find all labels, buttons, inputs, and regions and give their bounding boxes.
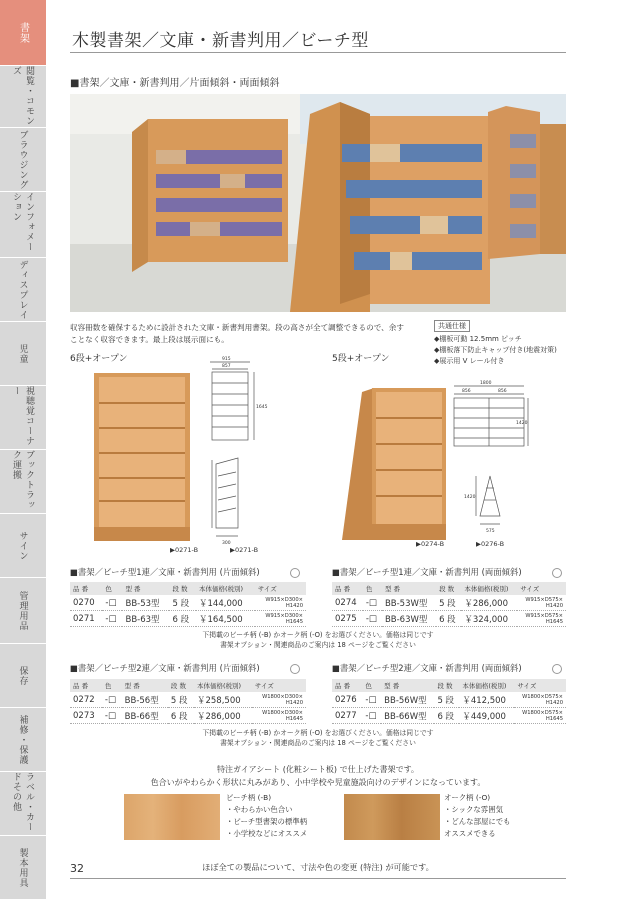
sidebar-item-booktruck[interactable]	[0, 450, 46, 514]
sidebar-item-jido[interactable]	[0, 322, 46, 386]
sidebar-item-label-card[interactable]	[0, 772, 46, 836]
model-number: BB-53W型	[382, 595, 436, 611]
color-code: -□	[102, 708, 122, 724]
col-header: 段 数	[169, 582, 196, 595]
size: W915×D575× H1420	[517, 595, 566, 611]
note-line: 書架オプション・関連商品のご案内は 18 ページをご覧ください	[220, 641, 416, 649]
note-line: 下掲載のビーチ柄 (-B) かオーク柄 (-O) をお選びください。価格は同じです	[202, 631, 434, 639]
footer-note: ほぼ全ての製品について、寸法や色の変更 (特注) が可能です。	[202, 862, 434, 872]
col-header: サイズ	[517, 582, 566, 595]
col-header: 品 番	[332, 582, 363, 595]
refresh-icon	[552, 664, 562, 674]
price: ￥144,000	[196, 595, 255, 611]
sidebar-item-kanri[interactable]	[0, 578, 46, 644]
product-table	[332, 582, 566, 627]
col-header: 本体価格(税別)	[196, 582, 255, 595]
col-header: 段 数	[434, 679, 459, 692]
sidebar-item-label: ディスプレイ	[17, 259, 28, 320]
col-header: 品 番	[332, 679, 362, 692]
tier-count: 5 段	[168, 692, 194, 708]
color-code: -□	[363, 595, 382, 611]
sidebar-item-label: 管理用品	[17, 590, 28, 631]
section-title: ■書架／ビーチ型2連／文庫・新書判用 (片面傾斜)	[70, 663, 260, 673]
model-number: BB-63W型	[382, 611, 436, 627]
tier-count: 5 段	[434, 692, 459, 708]
model-number: BB-66W型	[381, 708, 434, 724]
spec-item: ◆展示用 V レール付き	[434, 357, 505, 365]
sidebar-item-label: 書架	[17, 21, 29, 44]
refresh-icon	[552, 568, 562, 578]
dim-1800: 1800	[480, 381, 492, 386]
sidebar-item-label: 視聴覚コーナー	[11, 386, 34, 446]
table-row	[70, 611, 306, 627]
note-line: 下掲載のビーチ柄 (-B) かオーク柄 (-O) をお選びください。価格は同じです	[202, 729, 434, 737]
col-header: サイズ	[252, 679, 306, 692]
color-code: -□	[362, 708, 381, 724]
sidebar-item-av-corner[interactable]	[0, 386, 46, 450]
bookcase-5tier-illustration	[342, 388, 446, 540]
tier-count: 5 段	[436, 595, 461, 611]
tier-count: 6 段	[434, 708, 459, 724]
price: ￥324,000	[461, 611, 517, 627]
footer-divider	[70, 878, 566, 879]
spec-item: ◆棚板可動 12.5mm ピッチ	[434, 335, 522, 343]
option-note	[70, 728, 566, 748]
model-number: BB-56W型	[381, 692, 434, 708]
price: ￥286,000	[461, 595, 517, 611]
dim-1420: 1420	[516, 421, 528, 426]
product-description: 収容冊数を確保するために設計された文庫・新書判用書架。段の高さが全て調整できるので、余すことなく収容できます。最上段は展示面にも。	[70, 323, 404, 344]
price: ￥164,500	[196, 611, 255, 627]
bookcase-6tier-illustration	[94, 373, 190, 541]
col-header: 色	[102, 582, 122, 595]
spec-title: 共通仕様	[434, 320, 470, 332]
section-title: ■書架／ビーチ型2連／文庫・新書判用 (両面傾斜)	[332, 663, 522, 673]
product-photo	[70, 94, 566, 312]
sidebar-item-etsuran[interactable]	[0, 66, 46, 128]
beech-swatch	[124, 794, 220, 840]
product-code: 0275	[332, 611, 363, 627]
col-header: 型 番	[122, 582, 169, 595]
diagram-label-5tier: 5段+オープン	[332, 354, 390, 364]
dim-856: 856	[462, 389, 471, 394]
price: ￥286,000	[194, 708, 252, 724]
common-specs	[434, 320, 574, 367]
size: W915×D575× H1645	[517, 611, 566, 627]
product-table	[332, 679, 566, 724]
title-divider	[70, 52, 566, 53]
product-code: 0272	[70, 692, 102, 708]
col-header: 段 数	[436, 582, 461, 595]
col-header: サイズ	[514, 679, 566, 692]
sidebar-item-label: 保存	[17, 665, 28, 686]
size: W1800×D575× H1645	[514, 708, 566, 724]
page-number: 32	[70, 862, 84, 875]
dim-915: 915	[222, 357, 231, 362]
sidebar-item-hozon[interactable]	[0, 644, 46, 708]
finish-info	[70, 763, 566, 789]
ref-label: ▶0276-B	[476, 540, 505, 548]
option-note	[70, 630, 566, 650]
section-title: ■書架／ビーチ型1連／文庫・新書判用 (両面傾斜)	[332, 567, 522, 577]
table-row	[332, 611, 566, 627]
sidebar-item-label: サイン	[17, 530, 28, 561]
price: ￥258,500	[194, 692, 252, 708]
sidebar-item-information[interactable]	[0, 192, 46, 258]
tier-count: 6 段	[436, 611, 461, 627]
table-row	[332, 692, 566, 708]
sidebar-item-label: 閲覧・コモンズ	[11, 66, 34, 126]
product-code: 0271	[70, 611, 102, 627]
color-code: -□	[102, 611, 122, 627]
sidebar-item-label: 補修・保護	[17, 714, 28, 765]
page-title: 木製書架／文庫・新書判用／ビーチ型	[72, 31, 369, 51]
model-number: BB-66型	[122, 708, 168, 724]
table-row	[332, 595, 566, 611]
section-subtitle: ■書架／文庫・新書判用／片面傾斜・両面傾斜	[70, 78, 280, 89]
dim-575: 575	[486, 529, 495, 534]
table-row	[70, 708, 306, 724]
table-row	[332, 708, 566, 724]
color-code: -□	[362, 692, 381, 708]
sidebar-item-hoshu[interactable]	[0, 708, 46, 772]
sidebar-item-seihon[interactable]	[0, 836, 46, 900]
section-title: ■書架／ビーチ型1連／文庫・新書判用 (片面傾斜)	[70, 567, 260, 577]
oak-title: オーク柄 (-O)	[444, 793, 491, 802]
product-table	[70, 582, 306, 627]
col-header: 本体価格(税別)	[461, 582, 517, 595]
product-code: 0277	[332, 708, 362, 724]
finish-info-line: 特注ガイアシート (化粧シート板) で仕上げた書架です。	[217, 765, 419, 774]
col-header: 色	[362, 679, 381, 692]
size: W1800×D575× H1420	[514, 692, 566, 708]
sidebar-item-label: ブックトラック運搬	[11, 450, 34, 510]
col-header: 型 番	[381, 679, 434, 692]
sidebar-item-label: インフォメーション	[11, 192, 34, 252]
model-number: BB-63型	[122, 611, 169, 627]
dim-1420: 1420	[464, 495, 476, 500]
sidebar-item-display[interactable]	[0, 258, 46, 322]
refresh-icon	[290, 568, 300, 578]
product-code: 0270	[70, 595, 102, 611]
note-line: 書架オプション・関連商品のご案内は 18 ページをご覧ください	[220, 739, 416, 747]
product-table	[70, 679, 306, 724]
sidebar-nav	[0, 0, 46, 900]
diagram-label-6tier: 6段+オープン	[70, 354, 128, 364]
col-header: 品 番	[70, 679, 102, 692]
col-header: 型 番	[382, 582, 436, 595]
col-header: 品 番	[70, 582, 102, 595]
dim-1645: 1645	[256, 405, 268, 410]
ref-label: ▶0271-B	[170, 546, 199, 554]
col-header: 型 番	[122, 679, 168, 692]
finish-info-line: 色合いがやわらかく形状に丸みがあり、小中学校や児童施設向けのデザインになっています。	[150, 778, 486, 787]
color-code: -□	[102, 595, 122, 611]
ref-label: ▶0271-B	[230, 546, 259, 554]
ref-label: ▶0274-B	[416, 540, 445, 548]
size: W915×D300× H1645	[255, 611, 306, 627]
sidebar-item-label: ラベル・カードその他	[11, 772, 34, 832]
col-header: 色	[102, 679, 122, 692]
col-header: 本体価格(税別)	[194, 679, 252, 692]
sidebar-item-sign[interactable]	[0, 514, 46, 578]
col-header: 色	[363, 582, 382, 595]
dim-300: 300	[222, 541, 231, 546]
dim-856: 856	[498, 389, 507, 394]
size: W915×D300× H1420	[255, 595, 306, 611]
spec-item: ◆棚板落下防止キャップ付き(地震対策)	[434, 346, 557, 354]
product-code: 0276	[332, 692, 362, 708]
oak-description: オーク柄 (-O) ・シックな雰囲気 ・どんな部屋にでも オススメできる	[444, 793, 511, 838]
sidebar-item-label: 児童	[17, 343, 28, 364]
beech-title: ビーチ柄 (-B)	[226, 793, 272, 802]
size: W1800×D300× H1420	[252, 692, 306, 708]
refresh-icon	[290, 664, 300, 674]
bookcase-5tier-dimension-drawing	[450, 380, 530, 540]
table-row	[70, 692, 306, 708]
price: ￥412,500	[459, 692, 514, 708]
oak-swatch	[344, 794, 440, 840]
sidebar-item-label: ブラウジング	[17, 129, 28, 190]
bookcase-6tier-dimension-drawing	[200, 356, 268, 546]
tier-count: 5 段	[169, 595, 196, 611]
col-header: 段 数	[168, 679, 194, 692]
sidebar-item-label: 製本用具	[17, 847, 28, 888]
dim-857: 857	[222, 364, 231, 369]
tier-count: 6 段	[168, 708, 194, 724]
color-code: -□	[102, 692, 122, 708]
sidebar-item-shoka[interactable]	[0, 0, 46, 66]
col-header: サイズ	[255, 582, 306, 595]
product-code: 0274	[332, 595, 363, 611]
sidebar-item-browsing[interactable]	[0, 128, 46, 192]
color-code: -□	[363, 611, 382, 627]
product-code: 0273	[70, 708, 102, 724]
col-header: 本体価格(税別)	[459, 679, 514, 692]
model-number: BB-53型	[122, 595, 169, 611]
tier-count: 6 段	[169, 611, 196, 627]
model-number: BB-56型	[122, 692, 168, 708]
size: W1800×D300× H1645	[252, 708, 306, 724]
price: ￥449,000	[459, 708, 514, 724]
table-row	[70, 595, 306, 611]
beech-description: ビーチ柄 (-B) ・やわらかい色合い ・ビーチ型書架の標準柄 ・小学校などにオススメ	[226, 793, 308, 838]
